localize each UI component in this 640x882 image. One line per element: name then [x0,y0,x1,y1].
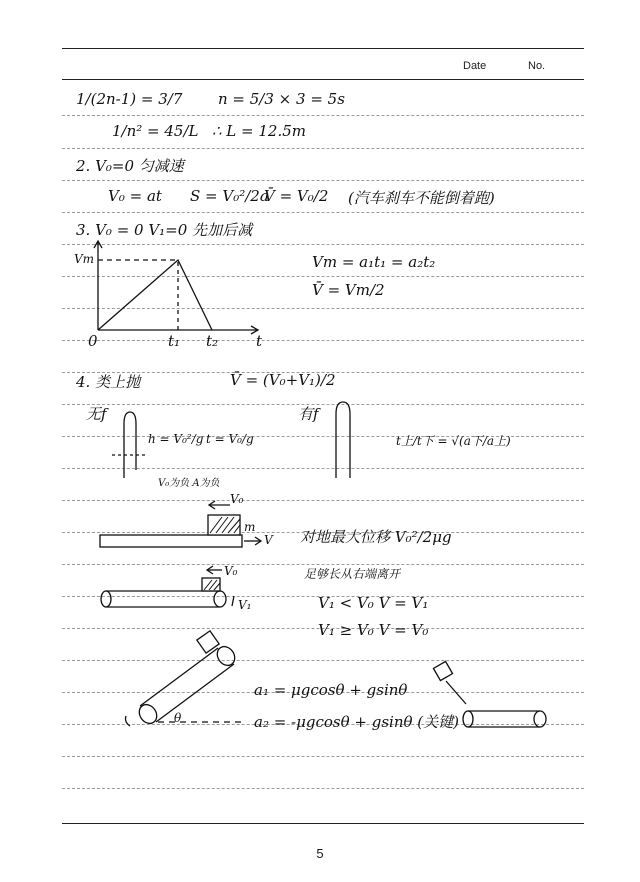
flat-belt [100,501,261,547]
t2-label: t₂ [206,332,219,350]
item4-avg: V̄ = (V₀+V₁)/2 [230,371,336,389]
item3-eq-1: Vm = a₁t₁ = a₂t₂ [312,253,436,271]
mass-label: m [244,520,256,534]
origin-label: 0 [88,332,98,350]
date-label: Date [463,60,487,72]
item4-title: 4. 类上抛 [76,373,141,391]
friction-label: 有f [298,405,319,423]
ratio-d: ∴ L = 12.5m [212,122,306,140]
condition-2: V₁ ≥ V₀ V = V₀ [318,621,429,639]
incline-belt [126,631,247,727]
no-label: No. [528,60,546,72]
item2-title: 2. V₀=0 匀减速 [76,157,184,175]
sign-note: V₀为负 A为负 [158,478,220,489]
axis-v-label: Vm [74,252,95,266]
axis-t-label: t [256,332,263,350]
t-equation: t = V₀/g [206,432,254,446]
theta-label: θ [174,711,182,725]
v1-label: V₁ [238,598,252,612]
a2-equation: a₂ = -μgcosθ + gsinθ (关键) [254,713,460,731]
ratio-b: n = 5/3 × 3 = 5s [218,90,345,108]
item3-title: 3. V₀ = 0 V₁=0 先加后减 [76,221,253,239]
item2-formula-1: V₀ = at [108,187,162,205]
velocity-curve [98,260,212,330]
right-roller [433,661,546,727]
belt2-v0-label: V₀ [224,564,238,578]
item3-eq-2: V̄ = Vm/2 [312,281,385,299]
a1-equation: a₁ = μgcosθ + gsinθ [254,681,408,699]
throw-loop-friction [336,402,350,478]
max-displacement: 对地最大位移 V₀²/2μg [300,528,452,546]
condition-1: V₁ < V₀ V = V₁ [318,594,429,612]
item2-formula-3: V̄ = V₀/2 [264,187,329,205]
belt-v-label: V [264,533,273,547]
t1-label: t₁ [168,332,181,350]
time-ratio: t上/t下 = √(a下/a上) [396,434,511,448]
ratio-a: 1/(2n-1) = 3/7 [76,90,183,108]
page-number: 5 [316,846,324,861]
item2-note: (汽车刹车不能倒着跑) [348,189,495,207]
vt-graph [94,241,258,334]
belt-v0-label: V₀ [230,492,244,506]
no-friction-label: 无f [86,405,107,423]
ratio-c: 1/n² = 45/L [112,122,199,140]
h-equation: h = V₀²/g [148,432,204,446]
roller-belt [101,566,234,607]
item2-formula-2: S = V₀²/2a [190,187,269,205]
belt-long-note: 足够长从右端离开 [304,567,401,581]
throw-loop-no-friction [112,412,148,478]
